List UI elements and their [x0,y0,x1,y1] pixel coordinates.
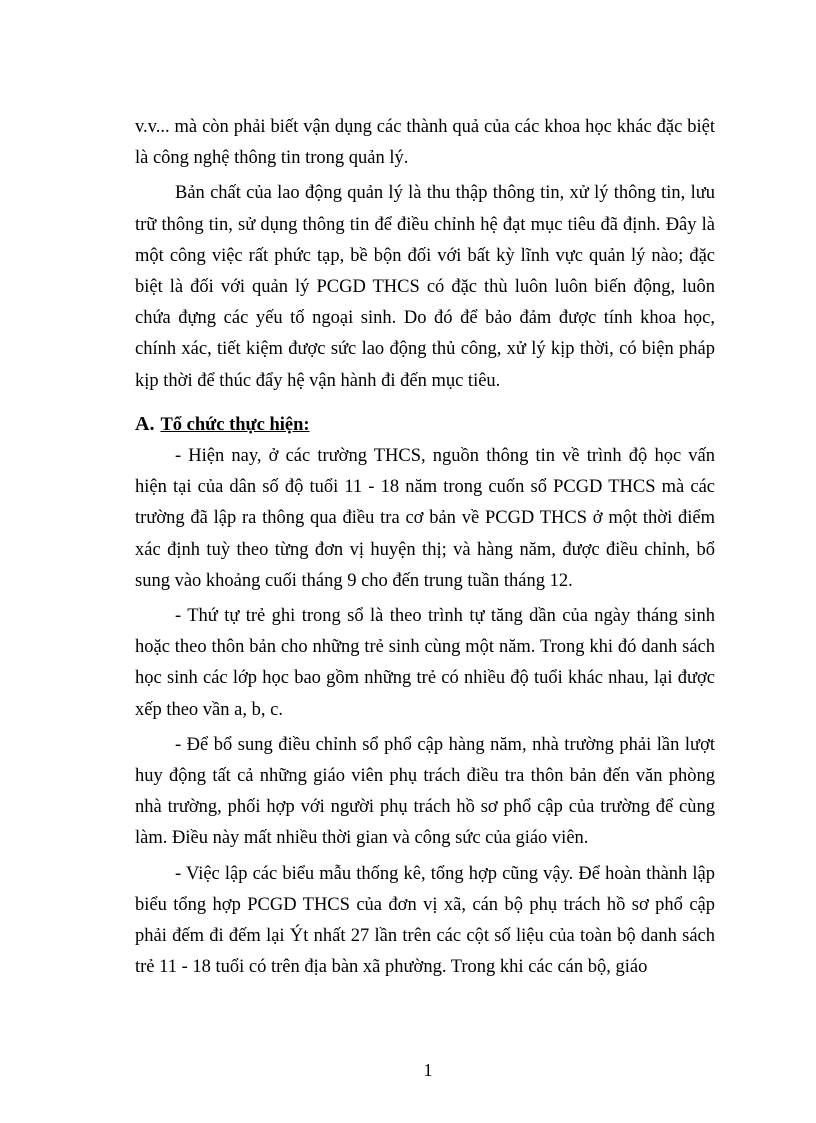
section-label: A. [135,412,155,435]
page-number: 1 [423,1060,433,1080]
section-title: Tổ chức thực hiện: [160,414,310,435]
document-body [135,112,715,983]
paragraph-management-nature: Bản chất của lao động quản lý là thu thập thông tin, xử lý thông tin, lưu trữ thông tin, sử dụng thông tin để điều chỉnh hệ đạt mục tiêu đã định. Đây là một công việc rất phức tạp, bề bộn đối với bất kỳ lĩnh vực quản lý nào; đặc biệt là đối với quản lý PCGD THCS có đặc thù luôn luôn biến động, luôn chứa đựng các yếu tố ngoại sinh. Do đó để bảo đảm được tính khoa học, chính xác, tiết kiệm được sức lao động thủ công, xử lý kịp thời, có biện pháp kịp thời để thúc đẩy hệ vận hành đi đến mục tiêu. [135,183,715,391]
paragraph-item-3: - Để bổ sung điều chỉnh sổ phổ cập hàng năm, nhà trường phải lần lượt huy động tất cả những giáo viên phụ trách điều tra thôn bản đến văn phòng nhà trường, phối hợp với người phụ trách hồ sơ phổ cập của trường để cùng làm. Điều này mất nhiều thời gian và công sức của giáo viên. [135,734,715,849]
paragraph-item-4: - Việc lập các biểu mẫu thống kê, tổng hợp cũng vậy. Để hoàn thành lập biểu tổng hợp PCGD THCS của đơn vị xã, cán bộ phụ trách hồ sơ phổ cập phải đếm đi đếm lại Ýt nhất 27 lần trên các cột số liệu của toàn bộ danh sách trẻ 11 - 18 tuổi có trên địa bàn xã phường. Trong khi các cán bộ, giáo [135,863,715,978]
paragraph-item-1: - Hiện nay, ở các trường THCS, nguồn thông tin về trình độ học vấn hiện tại của dân số độ tuổi 11 - 18 năm trong cuốn sổ PCGD THCS mà các trường đã lập ra thông qua điều tra cơ bản về PCGD THCS ở một thời điểm xác định tuỳ theo từng đơn vị huyện thị; và hàng năm, được điều chỉnh, bổ sung vào khoảng cuối tháng 9 cho đến trung tuần tháng 12. [135,446,715,591]
paragraph-item-2: - Thứ tự trẻ ghi trong sổ là theo trình tự tăng dần của ngày tháng sinh hoặc theo thôn bản cho những trẻ sinh cùng một năm. Trong khi đó danh sách học sinh các lớp học bao gồm những trẻ có nhiều độ tuổi khác nhau, lại được xếp theo vần a, b, c. [135,606,715,720]
section-heading [135,409,715,441]
paragraph-intro: v.v... mà còn phải biết vận dụng các thành quả của các khoa học khác đặc biệt là công nghệ thông tin trong quản lý. [135,117,715,169]
